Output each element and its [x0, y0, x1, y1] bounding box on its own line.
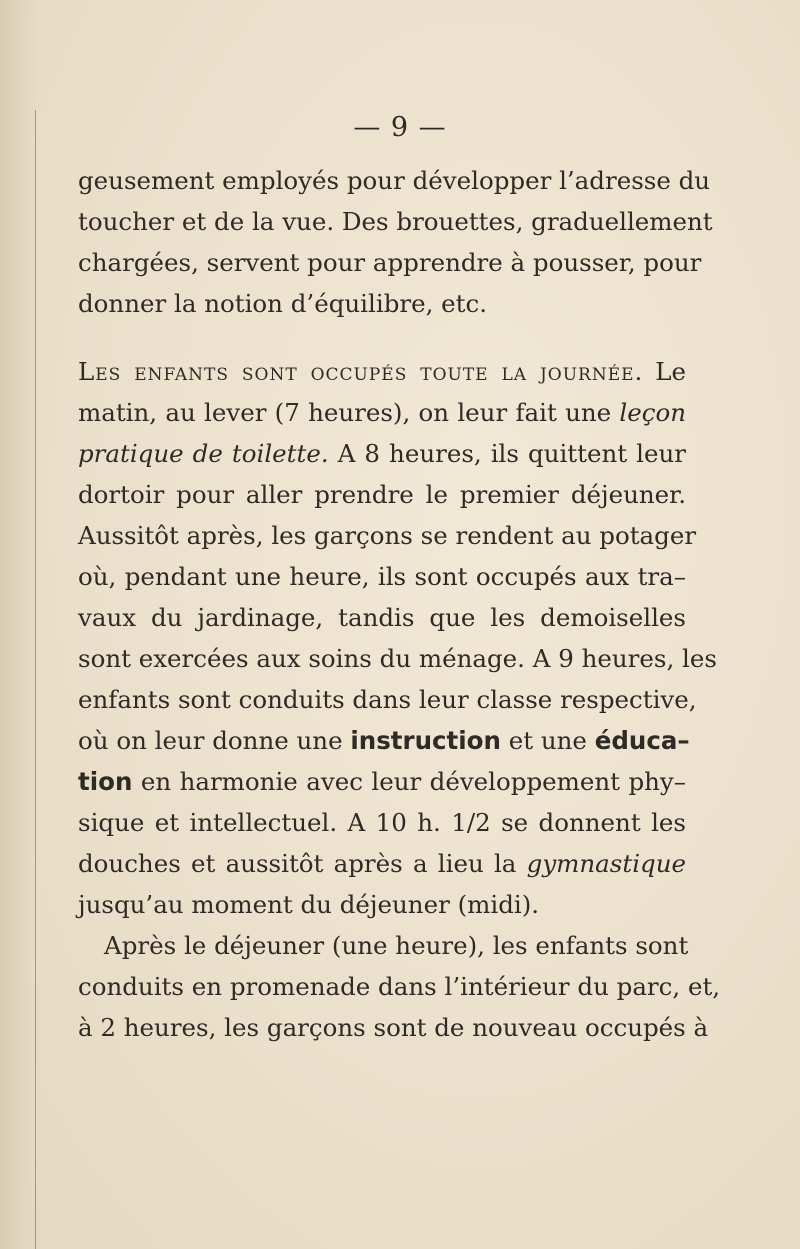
text-fragment: en harmonie avec leur développement phy–: [132, 767, 686, 796]
text-line: [78, 392, 686, 433]
text-line: [78, 433, 686, 474]
italic-fragment: pratique de toilette.: [78, 439, 329, 468]
text-line: Après le déjeuner (une heure), les enfants sont: [104, 931, 689, 960]
bold-fragment: tion: [78, 767, 133, 796]
text-fragment: matin, au lever (7 heures), on leur fait une: [78, 398, 620, 427]
text-line: donner la notion d’équilibre, etc.: [78, 289, 488, 318]
page-edge-line: [35, 110, 36, 1249]
text-line: conduits en promenade dans l’intérieur du parc, et,: [78, 972, 721, 1001]
text-line: sique et intellectuel. A 10 h. 1/2 se donnent les: [78, 808, 686, 837]
text-line: à 2 heures, les garçons sont de nouveau occupés à: [78, 1013, 709, 1042]
text-line: [78, 720, 690, 761]
text-line: Aussitôt après, les garçons se rendent au potager: [78, 521, 697, 550]
text-line: dortoir pour aller prendre le premier déjeuner.: [78, 480, 686, 509]
page-number: — 9 —: [353, 112, 447, 143]
text-line: [78, 761, 686, 802]
text-line: enfants sont conduits dans leur classe respective,: [78, 685, 697, 714]
text-fragment: douches et aussitôt après a lieu la: [78, 849, 527, 878]
text-line: sont exercées aux soins du ménage. A 9 heures, les: [78, 644, 717, 673]
text-line: vaux du jardinage, tandis que les demoiselles: [78, 603, 686, 632]
text-fragment: où on leur donne une: [78, 726, 351, 755]
section-heading: Les enfants sont occupés toute la journée.: [78, 357, 644, 386]
bold-fragment: instruction: [350, 726, 501, 755]
text-line: [78, 843, 686, 884]
italic-fragment: leçon: [619, 398, 686, 427]
italic-fragment: gymnastique: [526, 849, 686, 878]
binding-gutter: [0, 0, 40, 1249]
bold-fragment: éduca–: [594, 726, 690, 755]
text-fragment: Le: [643, 357, 686, 386]
text-line: toucher et de la vue. Des brouettes, graduellement: [78, 207, 713, 236]
text-fragment: A 8 heures, ils quittent leur: [328, 439, 686, 468]
text-fragment: et une: [500, 726, 595, 755]
text-line: [78, 351, 686, 392]
text-line: geusement employés pour développer l’adresse du: [78, 166, 711, 195]
text-line: jusqu’au moment du déjeuner (midi).: [78, 890, 540, 919]
text-line: où, pendant une heure, ils sont occupés aux tra–: [78, 562, 686, 591]
text-line: chargées, servent pour apprendre à pousser, pour: [78, 248, 702, 277]
